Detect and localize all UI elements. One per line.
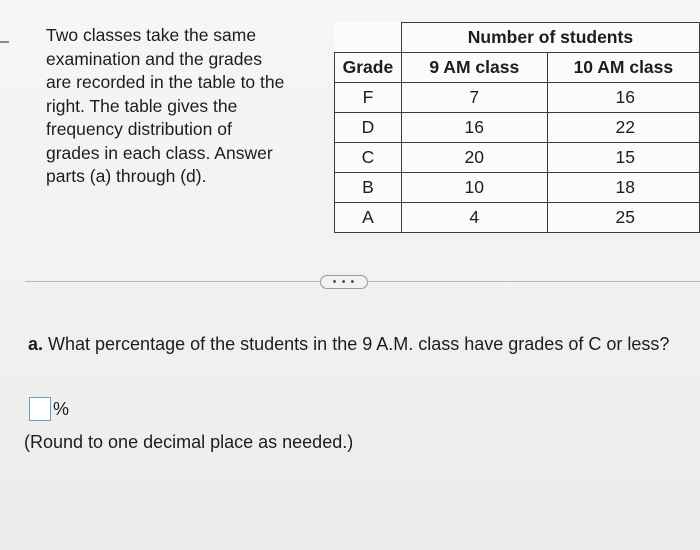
cell-grade: A (335, 203, 402, 233)
cell-10am: 18 (547, 173, 699, 203)
table-row (335, 83, 700, 113)
intro-line-5: frequency distribution of (46, 119, 232, 139)
frequency-table (334, 22, 700, 233)
intro-line-4: right. The table gives the (46, 95, 238, 116)
cell-9am: 10 (401, 173, 547, 203)
intro-line-1: Two classes take the same (46, 25, 257, 45)
header-10am-class: 10 AM class (547, 53, 699, 83)
cell-grade: F (335, 83, 402, 113)
table-row (335, 113, 700, 143)
cell-10am: 25 (547, 203, 699, 233)
table-header-group-row (335, 23, 700, 53)
table-header-row (335, 53, 700, 83)
intro-text (46, 24, 331, 189)
percent-unit: % (53, 398, 70, 419)
answer-row (29, 397, 69, 421)
intro-line-7: parts (a) through (d). (46, 166, 207, 186)
cell-10am: 22 (547, 113, 699, 143)
table-row (335, 203, 700, 233)
question-label: a. (28, 334, 44, 354)
cell-grade: D (335, 113, 402, 143)
percentage-answer-input[interactable] (29, 397, 51, 421)
cell-9am: 7 (401, 83, 547, 113)
left-edge-mark (0, 41, 9, 43)
cell-9am: 20 (401, 143, 547, 173)
intro-line-3: are recorded in the table to the (46, 72, 285, 92)
cell-9am: 4 (401, 203, 547, 233)
table-row (335, 173, 700, 203)
cell-grade: C (335, 143, 402, 173)
table-corner-cell (335, 23, 402, 53)
cell-10am: 16 (547, 83, 699, 113)
cell-grade: B (335, 173, 402, 203)
header-9am-class: 9 AM class (401, 53, 547, 83)
question-text: What percentage of the students in the 9 A.M. class have grades of C or less? (43, 334, 670, 354)
header-number-of-students: Number of students (401, 23, 699, 53)
intro-line-6: grades in each class. Answer (46, 142, 273, 163)
rounding-note: (Round to one decimal place as needed.) (24, 432, 354, 452)
table-row (335, 143, 700, 173)
cell-9am: 16 (401, 113, 547, 143)
intro-line-2: examination and the grades (46, 48, 262, 69)
header-grade: Grade (335, 53, 402, 83)
question-a (28, 333, 698, 355)
ellipsis-icon: • • • (332, 275, 356, 288)
cell-10am: 15 (547, 143, 699, 173)
expand-more-button[interactable] (320, 275, 368, 289)
